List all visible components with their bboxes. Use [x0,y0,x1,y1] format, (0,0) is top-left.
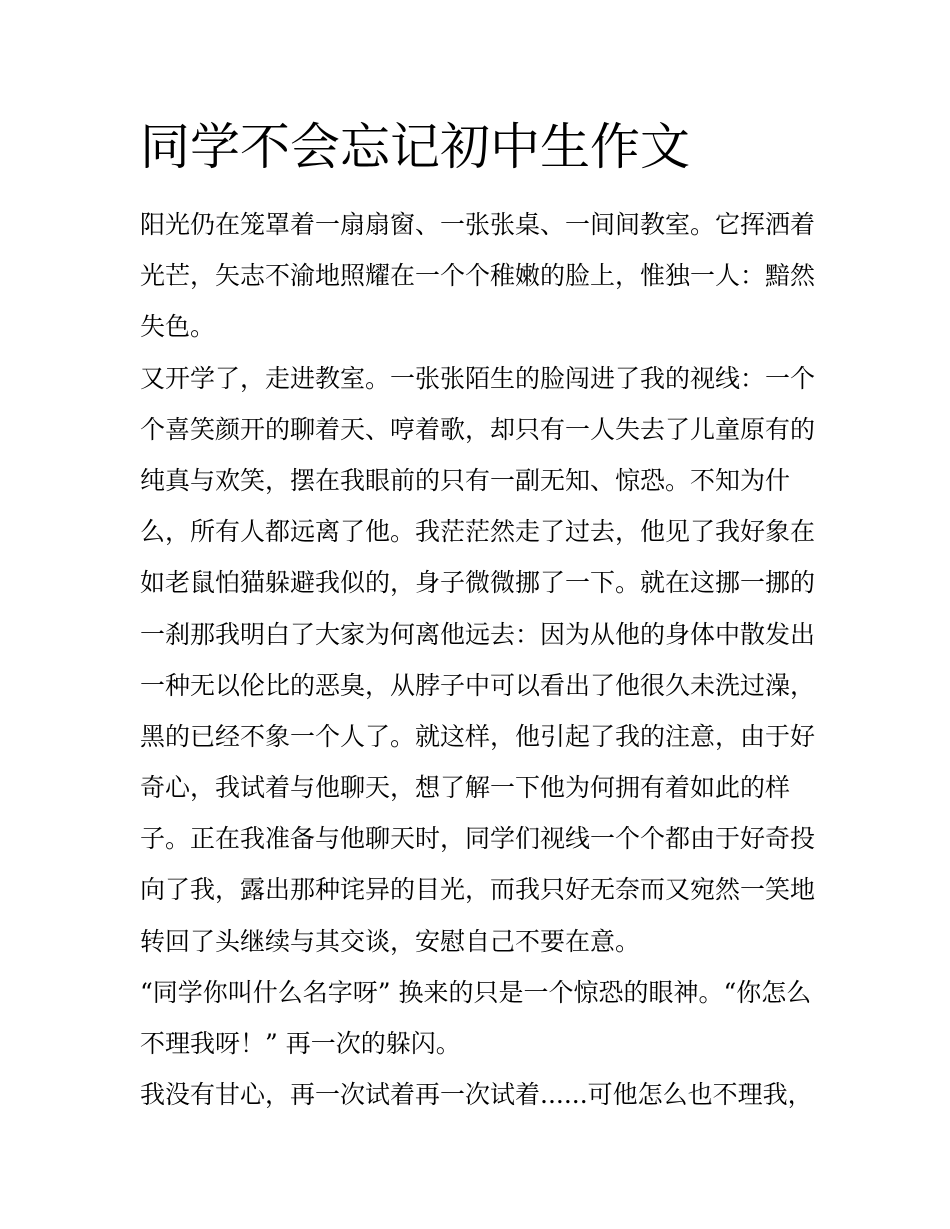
document-body [140,199,820,1120]
text-line: 不理我呀！” 再一次的躲闪。 [140,1029,461,1058]
text-line: 失色。 [140,312,216,342]
text-line: 转回了头继续与其交谈，安慰自己不要在意。 [140,926,641,956]
text-line: 黑的已经不象一个人了。就这样，他引起了我的注意，由于好 [140,721,816,751]
text-line: 又开学了，走进教室。一张张陌生的脸闯进了我的视线：一个 [140,363,816,393]
text-line: 阳光仍在笼罩着一扇扇窗、一张张桌、一间间教室。它挥洒着 [140,210,816,239]
text-line: 向了我，露出那种诧异的目光，而我只好无奈而又宛然一笑地 [140,875,816,905]
text-line: “同学你叫什么名字呀” 换来的只是一个惊恐的眼神。“你怎么 [140,977,812,1007]
text-line: 奇心，我试着与他聊天，想了解一下他为何拥有着如此的样 [140,773,791,803]
text-line: 子。正在我准备与他聊天时，同学们视线一个个都由于好奇投 [140,824,816,854]
text-line: 如老鼠怕猫躲避我似的，身子微微挪了一下。就在这挪一挪的 [140,568,816,598]
text-line: 么，所有人都远离了他。我茫茫然走了过去，他见了我好象在 [140,517,816,547]
text-line: 光芒，矢志不渝地照耀在一个个稚嫩的脸上，惟独一人：黯然 [140,261,816,291]
text-line: 个喜笑颜开的聊着天、哼着歌，却只有一人失去了儿童原有的 [140,414,816,444]
text-line: 纯真与欢笑，摆在我眼前的只有一副无知、惊恐。不知为什 [140,465,791,495]
text-line: 我没有甘心，再一次试着再一次试着......可他怎么也不理我， [140,1080,813,1110]
text-line: 一刹那我明白了大家为何离他远去：因为从他的身体中散发出 [140,619,816,649]
document-title: 同学不会忘记初中生作文 [140,118,690,176]
text-line: 一种无以伦比的恶臭，从脖子中可以看出了他很久未洗过澡， [140,670,816,700]
